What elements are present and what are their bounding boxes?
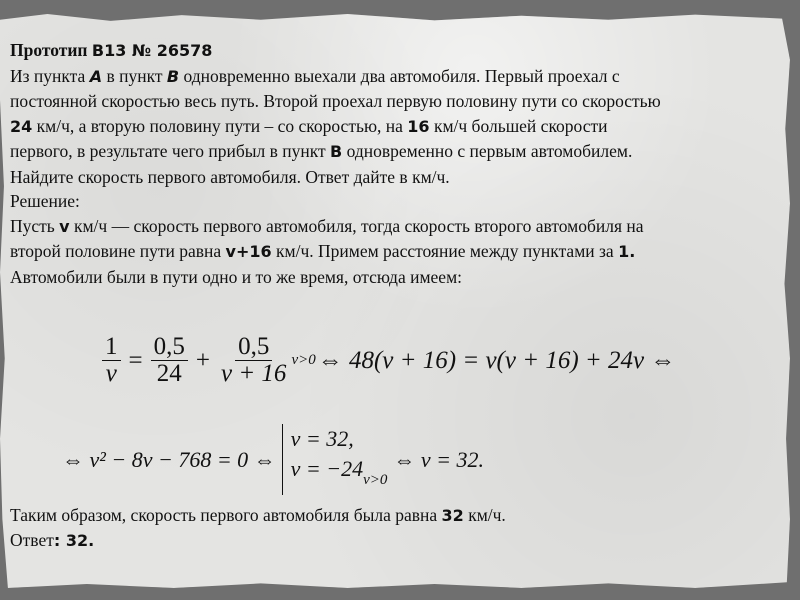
point-a: A [89,66,103,86]
title-line [10,38,780,64]
text-segment: одновременно с первым автомобилем. [342,141,633,161]
problem-line-4 [10,139,780,165]
problem-line-1 [10,64,780,90]
solution-line-2 [10,239,780,265]
task-number: B13 № 26578 [91,41,213,60]
plus-sign: + [195,346,210,374]
fraction-05-over-24 [151,334,188,388]
title-prefix: Прототип [10,40,92,60]
fraction-05-over-v16 [218,334,289,388]
solution-heading: Решение: [10,191,80,211]
problem-text [10,38,780,289]
final-root: ⇔ v = 32. [393,446,485,472]
distance-one: 1. [618,242,636,261]
text-segment: второй половине пути равна [10,241,226,261]
text-segment: Таким образом, скорость первого автомобиля была равна [10,505,442,525]
fraction-denominator: 24 [156,360,182,388]
system-of-roots [282,424,388,495]
solution-line-1 [10,214,780,240]
conclusion [10,503,506,553]
text-segment: км/ч, а вторую половину пути – со скоростью, на [32,115,408,136]
speed-24: 24 [10,116,33,136]
text-segment: в пункт [102,65,167,86]
solution-line-3: Автомобили были в пути одно и то же время, отсюда имеем: [10,266,463,287]
answer-value: : 32. [53,531,95,550]
fraction-1-over-v [102,334,121,388]
equals-sign: = [128,346,143,374]
equation-1 [100,334,675,388]
text-segment: км/ч большей скорости [429,115,608,136]
equation-2 [62,424,484,495]
fraction-denominator: v [105,360,117,388]
text-segment: Из пункта [10,65,90,86]
fraction-denominator: v + 16 [220,360,287,388]
root-negative-24: v = −24 [290,456,364,481]
problem-line-3 [10,114,780,140]
text-segment: одновременно выехали два автомобиля. Первый проехал с [179,65,620,86]
expression-v16: v+16 [225,242,272,261]
condition-v-positive: v>0 [363,472,388,488]
text-segment: км/ч — скорость первого автомобиля, тогда скорость второго автомобиля на [69,215,644,236]
fraction-numerator: 1 [102,334,121,361]
answer-label: Ответ [10,530,54,550]
text-segment: км/ч. [463,505,506,525]
text-segment: первого, в результате чего прибыл в пункт [10,141,331,161]
root-32: v = 32, [290,426,354,451]
condition-v-positive: v>0 [291,352,316,369]
fraction-numerator: 0,5 [235,334,272,361]
answer-line [10,528,506,553]
text-segment: км/ч. Примем расстояние между пунктами за [271,241,619,261]
speed-result: 32 [441,506,464,525]
text-segment: Пусть [10,215,60,236]
problem-line-5: Найдите скорость первого автомобиля. Ответ дайте в км/ч. [10,166,450,187]
conclusion-line [10,503,506,528]
speed-16: 16 [407,116,430,136]
problem-line-2: постоянной скоростью весь путь. Второй проехал первую половину пути со скоростью [10,91,661,111]
fraction-numerator: 0,5 [151,334,188,361]
point-b: B [330,142,343,161]
equation-rest: ⇔ 48(v + 16) = v(v + 16) + 24v ⇔ [317,346,676,374]
variable-v: v [59,216,70,236]
quadratic-equation: ⇔ v² − 8v − 768 = 0 ⇔ [62,446,276,472]
root-negative-line [291,454,388,495]
point-b: B [166,66,180,86]
